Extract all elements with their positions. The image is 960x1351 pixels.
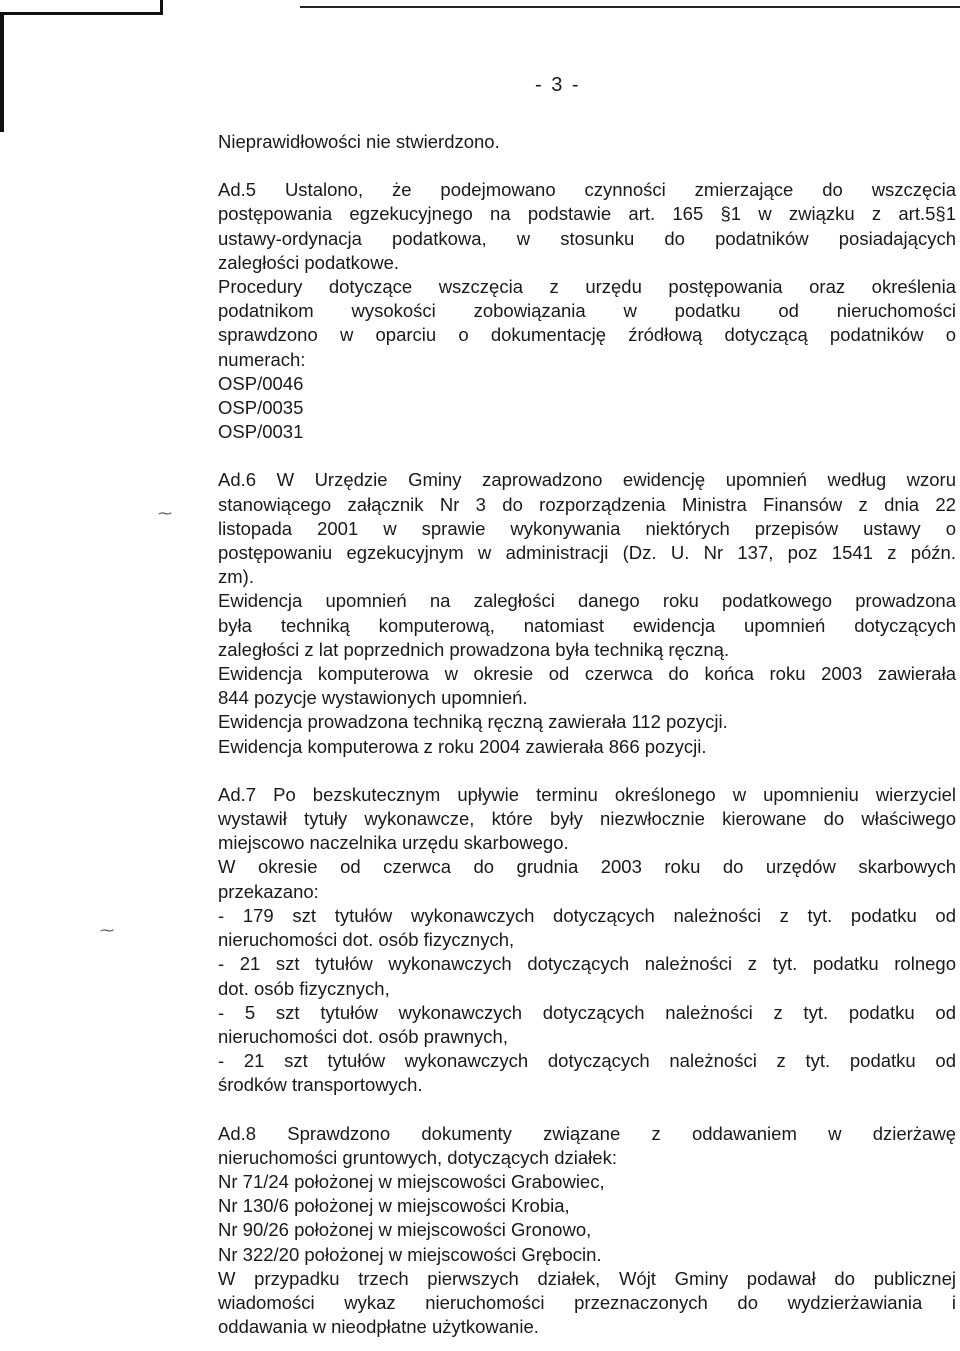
text-line: podatnikom wysokości zobowiązania w podatku od nieruchomości [218,300,956,322]
text-line: ustawy-ordynacja podatkowa, w stosunku do podatników posiadających [218,227,956,249]
section-ad8 [218,1122,956,1340]
text-line: sprawdzono w oparciu o dokumentację źródłową dotyczącą podatników o [218,324,956,346]
text-line: Ewidencja upomnień na zaległości danego roku podatkowego prowadzona [218,590,956,612]
text-line: W przypadku trzech pierwszych działek, Wójt Gminy podawał do publicznej [218,1267,956,1289]
text-line: zaległości z lat poprzednich prowadzona była techniką ręczną. [218,638,730,660]
list-item-cont: dot. osób fizycznych, [218,977,390,999]
parcel-item: Nr 130/6 położonej w miejscowości Krobia, [218,1195,570,1217]
scan-border-left [0,12,4,132]
text-line: wiadomości wykaz nieruchomości przeznaczonych do wydzierżawiania i [218,1291,956,1313]
text-line: Ad.5 Ustalono, że podejmowano czynności zmierzające do wszczęcia [218,179,956,201]
scan-border-top [300,6,960,8]
osp-number: OSP/0046 [218,372,304,394]
text-line: miejscowo naczelnika urzędu skarbowego. [218,832,569,854]
list-item: - 5 szt tytułów wykonawczych dotyczących należności z tyt. podatku od [218,1001,956,1023]
section-ad5 [218,178,956,275]
text-line: postępowania egzekucyjnego na podstawie art. 165 §1 w związku z art.5§1 [218,203,956,225]
text-line: była techniką komputerową, natomiast ewidencja upomnień dotyczących [218,614,956,636]
list-item-cont: nieruchomości dot. osób fizycznych, [218,929,515,951]
text-line: Ad.7 Po bezskutecznym upływie terminu określonego w upomnieniu wierzyciel [218,783,956,805]
text-line: wystawił tytuły wykonawcze, które były niezwłocznie kierowane do właściwego [218,808,956,830]
text-line: Ewidencja komputerowa z roku 2004 zawierała 866 pozycji. [218,735,707,757]
text-line: nieruchomości gruntowych, dotyczących działek: [218,1146,617,1168]
osp-number: OSP/0031 [218,421,304,443]
text-line: Ewidencja komputerowa w okresie od czerwca do końca roku 2003 zawierała [218,663,956,685]
text-line: listopada 2001 w sprawie wykonywania niektórych przepisów ustawy o [218,517,956,539]
text-line: Procedury dotyczące wszczęcia z urzędu postępowania oraz określenia [218,276,956,298]
text-line: postępowaniu egzekucyjnym w administracji (Dz. U. Nr 137, poz 1541 z późn. [218,542,956,564]
document-body [218,130,956,1339]
text-line: zaległości podatkowe. [218,251,399,273]
text-line: Ewidencja prowadzona techniką ręczną zawierała 112 pozycji. [218,711,728,733]
margin-mark: ⁓ [158,505,172,521]
text-line: W okresie od czerwca do grudnia 2003 roku do urzędów skarbowych [218,856,956,878]
list-item-cont: nieruchomości dot. osób prawnych, [218,1025,508,1047]
list-item-cont: środków transportowych. [218,1074,423,1096]
section-procedures [218,275,956,444]
text-line: zm). [218,566,254,588]
section-ad6 [218,468,956,758]
parcel-item: Nr 90/26 położonej w miejscowości Gronowo, [218,1219,592,1241]
text-line: 844 pozycje wystawionych upomnień. [218,687,528,709]
parcel-item: Nr 322/20 położonej w miejscowości Grębocin. [218,1243,602,1265]
list-item: - 179 szt tytułów wykonawczych dotyczących należności z tyt. podatku od [218,904,956,926]
osp-number: OSP/0035 [218,397,304,419]
section-ad7 [218,783,956,1098]
list-item: - 21 szt tytułów wykonawczych dotyczących należności z tyt. podatku od [218,1050,956,1072]
text-line: Ad.6 W Urzędzie Gminy zaprowadzono ewidencję upomnień według wzoru [218,469,956,491]
scan-border-corner [0,0,163,15]
text-line: stanowiącego załącznik Nr 3 do rozporządzenia Ministra Finansów z dnia 22 [218,493,956,515]
text-line: przekazano: [218,880,319,902]
page-number: - 3 - [535,74,581,96]
list-item: - 21 szt tytułów wykonawczych dotyczących należności z tyt. podatku rolnego [218,953,956,975]
text-line: Ad.8 Sprawdzono dokumenty związane z oddawaniem w dzierżawę [218,1122,956,1144]
parcel-item: Nr 71/24 położonej w miejscowości Grabowiec, [218,1170,605,1192]
paragraph-no-irregularities: Nieprawidłowości nie stwierdzono. [218,131,500,152]
text-line: oddawania w nieodpłatne użytkowanie. [218,1316,539,1338]
margin-mark: ⁓ [100,922,114,938]
text-line: numerach: [218,348,306,370]
